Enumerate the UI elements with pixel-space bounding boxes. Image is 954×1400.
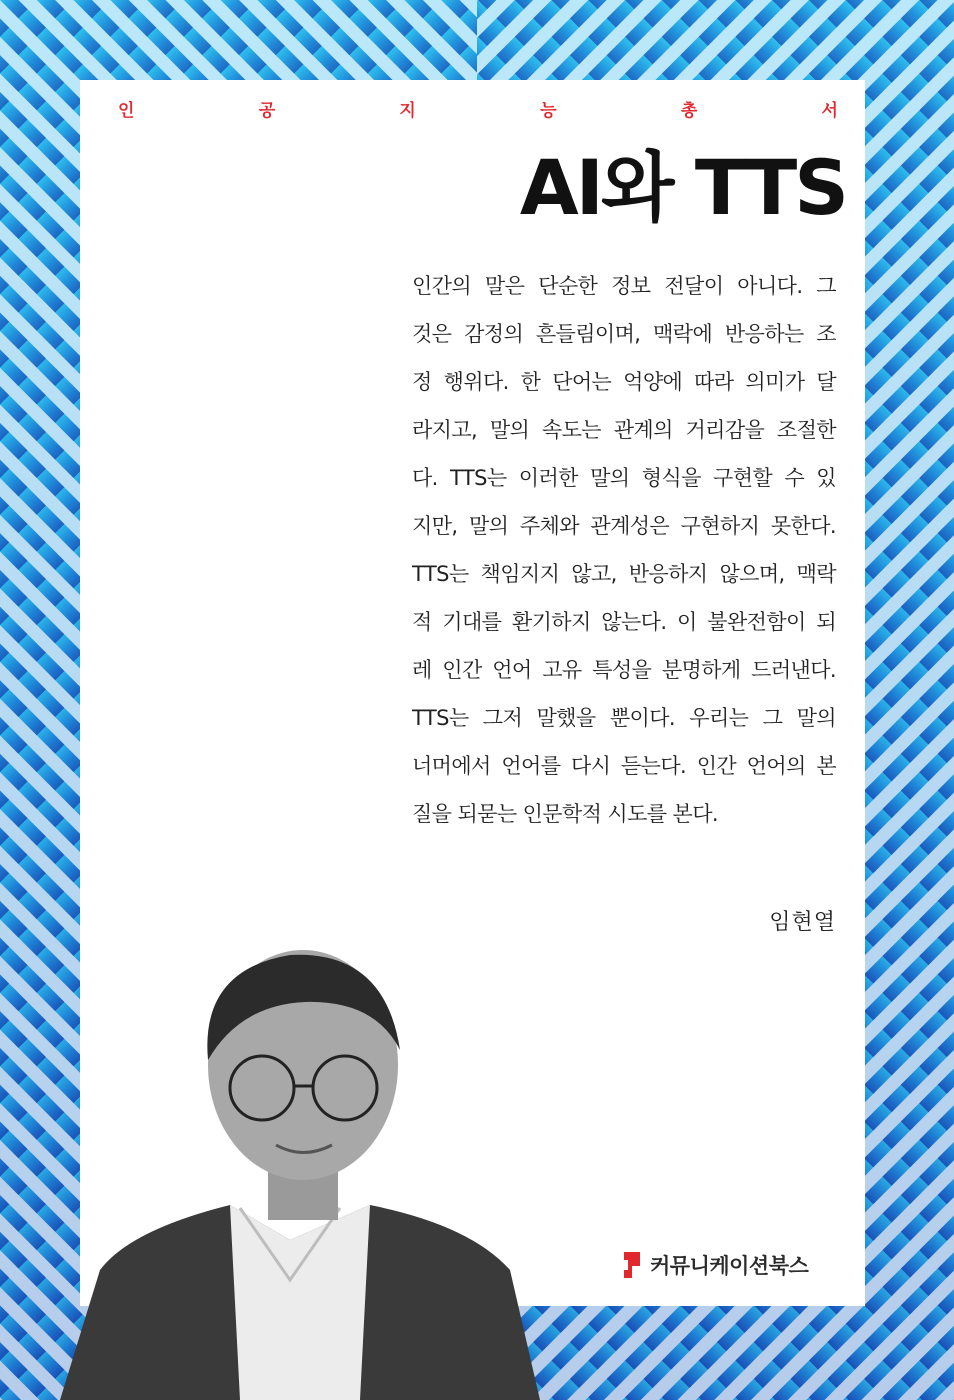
book-title: AI와 TTS (519, 143, 846, 232)
series-char: 인 (118, 101, 135, 121)
blurb-line: 다. TTS는 이러한 말의 형식을 구현할 수 있 (412, 466, 836, 490)
blurb-text (412, 262, 836, 838)
publisher-logo (622, 1246, 808, 1284)
blurb-line: TTS는 책임지지 않고, 반응하지 않으며, 맥락 (412, 562, 836, 586)
series-label (118, 96, 838, 121)
blurb-line: 것은 감정의 흔들림이며, 맥락에 반응하는 조 (412, 322, 836, 346)
blurb-line: 정 행위다. 한 단어는 억양에 따라 의미가 달 (412, 370, 836, 394)
author-portrait (40, 940, 560, 1400)
author-name: 임현열 (769, 910, 836, 935)
series-char: 서 (821, 101, 838, 121)
blurb-line: 질을 되묻는 인문학적 시도를 본다. (412, 802, 718, 826)
publisher-name: 커뮤니케이션북스 (650, 1254, 809, 1278)
blurb-line: 지만, 말의 주체와 관계성은 구현하지 못한다. (412, 514, 836, 538)
blurb-line: 너머에서 언어를 다시 듣는다. 인간 언어의 본 (412, 754, 836, 778)
blurb-line: TTS는 그저 말했을 뿐이다. 우리는 그 말의 (412, 706, 836, 730)
publisher-mark-icon (622, 1250, 642, 1280)
series-char: 지 (399, 101, 416, 121)
blurb-line: 라지고, 말의 속도는 관계의 거리감을 조절한 (412, 418, 836, 442)
blurb-line: 레 인간 언어 고유 특성을 분명하게 드러낸다. (412, 658, 836, 682)
series-char: 능 (540, 101, 557, 121)
series-char: 총 (680, 101, 698, 121)
blurb-line: 인간의 말은 단순한 정보 전달이 아니다. 그 (412, 274, 836, 298)
blurb-line: 적 기대를 환기하지 않는다. 이 불완전함이 되 (412, 610, 836, 634)
series-char: 공 (258, 101, 276, 121)
